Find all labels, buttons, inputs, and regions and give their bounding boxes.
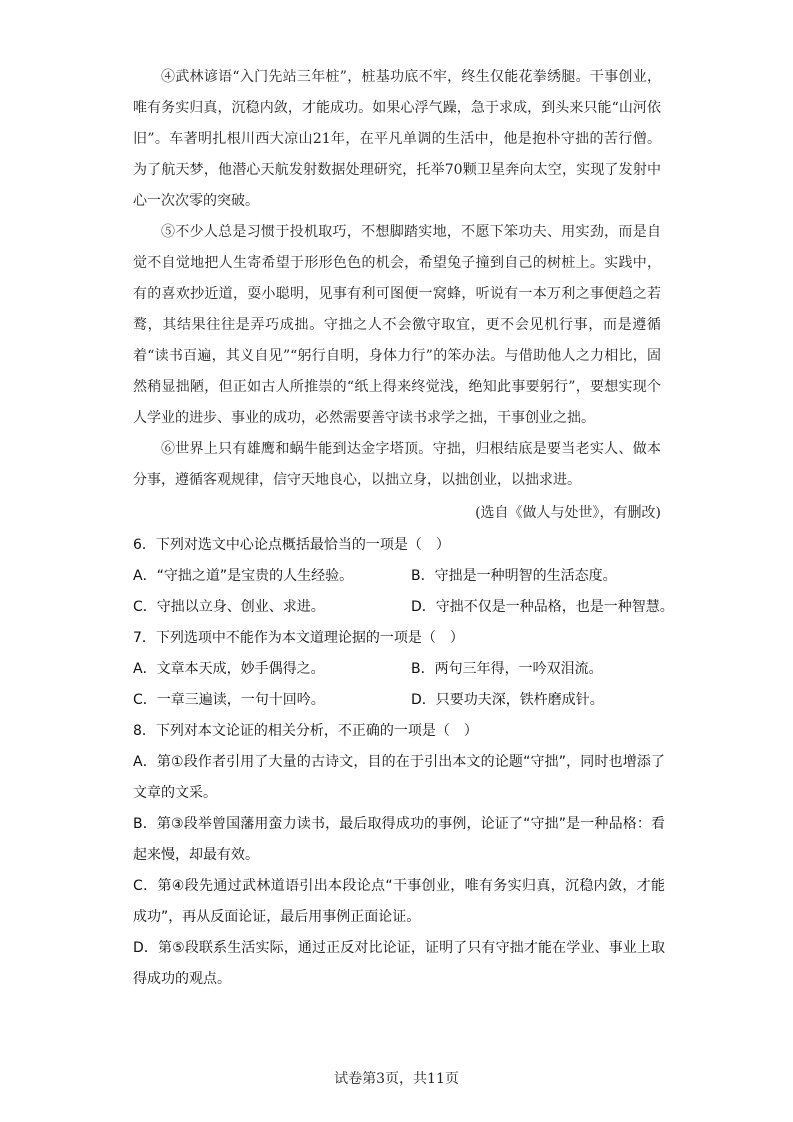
question-8 (133, 716, 665, 995)
option-a: A．“守拙之道”是宝贵的人生经验。 (133, 568, 354, 584)
passage-paragraph-5: ⑤不少人总是习惯于投机取巧，不想脚踏实地，不愿下笨功夫、用实劲，而是自觉不自觉地把人生寄希望于形形色色的机会，希望兔子撞到自己的树桩上。实践中，有的喜欢抄近道，耍小聪明，见事有利可图便一窝蜂，听说有一本万利之事便趋之若鹜，其结果往往是弄巧成拙。守拙之人不会徼守取宜，更不会见机行事，而是遵循着“读书百遍，其义自见”“躬行自明，身体力行”的笨办法。与借助他人之力相比，固然稍显拙陋，但正如古人所推崇的“纸上得来终觉浅，绝知此事要躬行”，要想实现个人学业的进步、事业的成功，必然需要善守读书求学之拙，干事创业之拙。 (133, 224, 661, 426)
option-b: B．守拙是一种明智的生活态度。 (411, 568, 617, 584)
passage-paragraph-6: ⑥世界上只有雄鹰和蜗牛能到达金字塔顶。守拙，归根结底是要当老实人、做本分事，遵循客观规律，信守天地良心，以拙立身，以拙创业，以拙求进。 (133, 441, 661, 488)
question-stem: 8．下列对本文论证的相关分析，不正确的一项是（ ） (133, 723, 478, 739)
option-c: C．第④段先通过武林道语引出本段论点“干事创业，唯有务实归真，沉稳内敛，才能成功”，再从反面论证，最后用事例正面论证。 (133, 878, 665, 925)
option-a: A．第①段作者引用了大量的古诗文，目的在于引出本文的论题“守拙”，同时也增添了文章的文采。 (133, 754, 665, 801)
option-d: D．第⑤段联系生活实际，通过正反对比论证，证明了只有守拙才能在学业、事业上取得成功的观点。 (133, 940, 665, 987)
option-c: C．一章三遍读，一句十回吟。 (133, 692, 325, 708)
option-grid (133, 654, 665, 716)
reading-passage (133, 62, 661, 529)
question-stem: 7．下列选项中不能作为本文道理论据的一项是（ ） (133, 630, 464, 646)
question-list (133, 530, 674, 995)
option-d: D．守拙不仅是一种品格，也是一种智慧。 (411, 599, 674, 615)
page-footer: 试卷第3页，共11页 (334, 1071, 459, 1087)
option-b: B．第③段举曾国藩用蛮力读书，最后取得成功的事例，论证了“守拙”是一种品格：看起来慢，却最有效。 (133, 816, 665, 863)
option-b: B．两句三年得，一吟双泪流。 (411, 661, 603, 677)
question-stem: 6．下列对选文中心论点概括最恰当的一项是（ ） (133, 537, 450, 553)
question-6 (133, 530, 674, 623)
option-d: D．只要功夫深，铁杵磨成针。 (411, 692, 604, 708)
option-a: A．文章本天成，妙手偶得之。 (133, 661, 325, 677)
passage-source: (选自《做人与处世》，有删改) (475, 505, 661, 521)
question-7 (133, 623, 665, 716)
option-c: C．守拙以立身、创业、求进。 (133, 599, 325, 615)
passage-paragraph-4: ④武林谚语“入门先站三年桩”，桩基功底不牢，终生仅能花拳绣腿。干事创业，唯有务实归真，沉稳内敛，才能成功。如果心浮气躁，急于求成，到头来只能“山河依旧”。车著明扎根川西大凉山21年，在平凡单调的生活中，他是抱朴守拙的苦行僧。为了航天梦，他潜心天航发射数据处理研究，托举70颗卫星奔向太空，实现了发射中心一次次零的突破。 (133, 69, 661, 209)
option-grid (133, 561, 674, 623)
